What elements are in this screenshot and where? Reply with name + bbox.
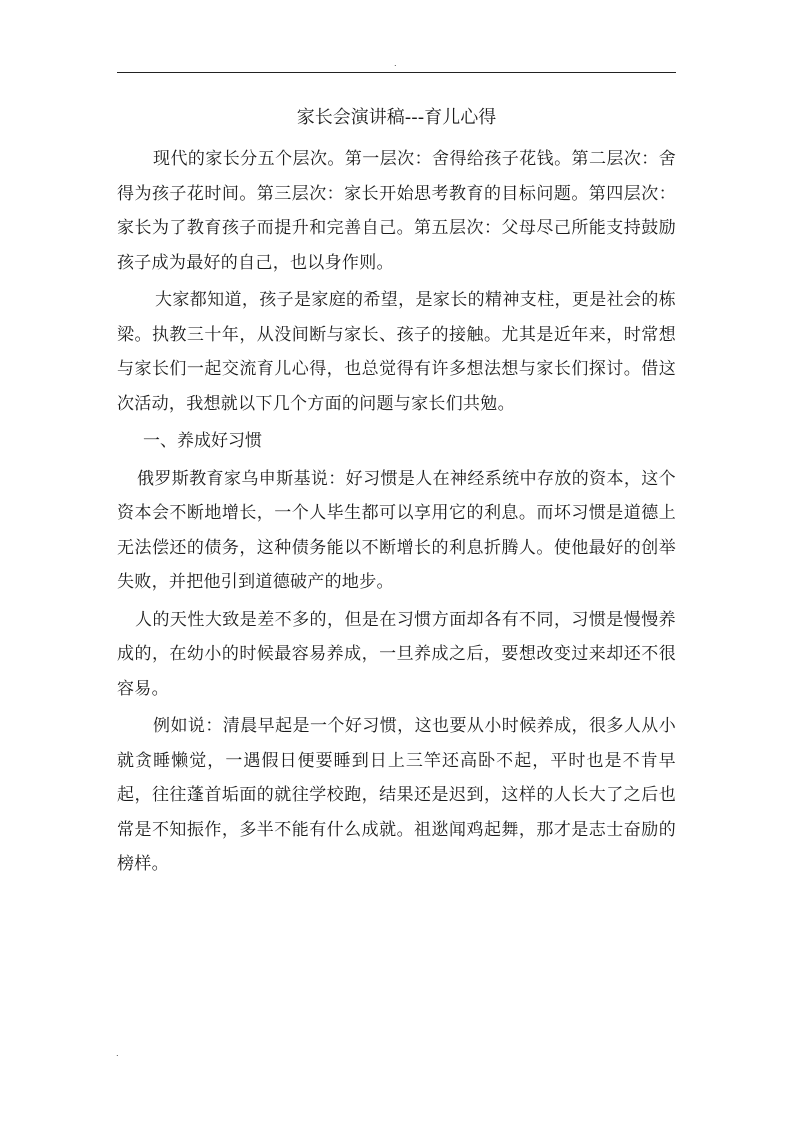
paragraph-introduction: 大家都知道，孩子是家庭的希望，是家长的精神支柱，更是社会的栋梁。执教三十年，从没间断与家长、孩子的接触。尤其是近年来，时常想与家长们一起交流育儿心得，也总觉得有许多想法想与家长们探讨。借这次活动，我想就以下几个方面的问题与家长们共勉。: [117, 290, 676, 414]
footer-mark: .: [116, 1049, 119, 1058]
document-title: 家长会演讲稿---育儿心得: [296, 107, 497, 128]
paragraph-ushinsky-quote: 俄罗斯教育家乌申斯基说：好习惯是人在神经系统中存放的资本，这个资本会不断地增长，一个人毕生都可以享用它的利息。而坏习惯是道德上无法偿还的债务，这种债务能以不断增长的利息折腾人。使他最好的创举失败，并把他引到道德破产的地步。: [117, 468, 676, 592]
header-rule: [117, 72, 676, 73]
document-body: [117, 100, 676, 885]
section-heading-good-habits: 一、养成好习惯: [143, 431, 262, 451]
paragraph-human-nature: 人的天性大致是差不多的，但是在习惯方面却各有不同，习惯是慢慢养成的，在幼小的时候最容易养成，一旦养成之后，要想改变过来却还不很容易。: [117, 609, 676, 699]
paragraph-early-rising: 例如说：清晨早起是一个好习惯，这也要从小时候养成，很多人从小就贪睡懒觉，一遇假日便要睡到日上三竿还高卧不起，平时也是不肯早起，往往蓬首垢面的就往学校跑，结果还是迟到，这样的人长大了之后也常是不知振作，多半不能有什么成就。祖逖闻鸡起舞，那才是志士奋励的榜样。: [117, 716, 676, 874]
header-mark: .: [394, 59, 397, 68]
paragraph-parent-levels: 现代的家长分五个层次。第一层次：舍得给孩子花钱。第二层次：舍得为孩子花时间。第三层次：家长开始思考教育的目标问题。第四层次：家长为了教育孩子而提升和完善自己。第五层次：父母尽己所能支持鼓励孩子成为最好的自己，也以身作则。: [117, 149, 676, 273]
